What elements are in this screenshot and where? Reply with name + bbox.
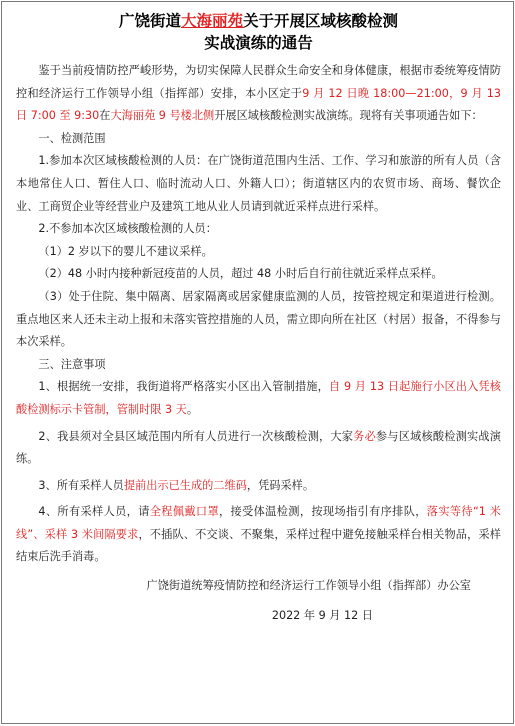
s2-item-1-red: 自 9 月 13 日起施行小区出入凭核酸检测标示卡管制，管制时限 3 天 <box>16 380 501 416</box>
intro-paragraph <box>16 60 501 128</box>
s2-item-4-text-3: ，不插队、不交谈、不聚集，采样过程中避免接触采样台相关物品，采样结束后洗手消毒。 <box>16 527 501 564</box>
s2-item-1 <box>16 376 501 421</box>
s2-item-3-end: ，凭码采样。 <box>246 478 315 492</box>
section1-heading: 一、检测范围 <box>38 131 106 145</box>
s2-item-4-red-2: 落实等待“1 米线”、采样 3 米间隔要求 <box>16 505 501 541</box>
s2-item-3-text: 3、所有采样人员 <box>38 478 124 492</box>
s1-item-1: （1）2 岁以下的婴儿不建议采样。 <box>38 244 213 258</box>
s1-item-2: （2）48 小时内接种新冠疫苗的人员，超过 48 小时后自行前往就近采样点采样。 <box>38 267 443 281</box>
notice-title-line2: 实战演练的通告 <box>204 34 313 52</box>
intro-location: 大海丽苑 9 号楼北侧 <box>110 109 215 123</box>
issue-date: 2022 年 9 月 12 日 <box>271 609 373 623</box>
intro-time-range: 9 月 12 日晚 18:00—21:00，9 月 13 日 7:00 至 9:30 <box>16 86 501 123</box>
intro-text-3: 开展区域核酸检测实战演练。现将有关事项通告如下： <box>214 109 483 123</box>
title-prefix: 广饶街道 <box>118 12 181 30</box>
s2-item-4-text-1: 4、所有采样人员，请 <box>38 505 150 519</box>
intro-text-1: 鉴于当前疫情防控严峻形势，为切实保障人民群众生命安全和身体健康，根据市委统筹疫情防控和经济运行工作领导小组（指挥部）安排，本小区定于 <box>16 64 501 100</box>
title-suffix: 关于开展区域核酸检测 <box>243 12 399 30</box>
s1-paragraph-2: 2.不参加本次区域核酸检测的人员： <box>38 222 217 236</box>
intro-text-2: 在 <box>99 109 111 123</box>
section2-heading: 三、注意事项 <box>38 357 106 371</box>
s2-item-3-red: 提前出示已生成的二维码 <box>123 478 247 492</box>
s2-item-2 <box>16 426 501 471</box>
s2-item-1-text: 1、根据统一安排，我街道将严格落实小区出入管制措施， <box>38 380 329 394</box>
s1-item-3: （3）处于住院、集中隔离、居家隔离或居家健康监测的人员，按管控规定和渠道进行检测。重点地区来人还未主动上报和未落实管控措施的人员，需立即向所在社区（村居）报备，不得参与本次采样。 <box>16 289 501 349</box>
s2-item-4-text-2: ，接受体温检测，按现场指引有序排队， <box>219 505 427 519</box>
s2-item-2-text: 2、我县须对全县区域范围内所有人员进行一次核酸检测，大家 <box>38 429 354 443</box>
s2-item-2-red: 务必 <box>353 429 376 443</box>
s2-item-2-end: 参与区域核酸检测实战演练。 <box>16 429 501 466</box>
s2-item-1-end: 。 <box>186 402 199 416</box>
s2-item-3 <box>16 475 501 498</box>
issuer-signature: 广饶街道统筹疫情防控和经济运行工作领导小组（指挥部）办公室 <box>146 579 471 593</box>
s1-paragraph-1: 1.参加本次区域核酸检测的人员：在广饶街道范围内生活、工作、学习和旅游的所有人员（含本地常住人口、暂住人口、临时流动人口、外籍人口）；街道辖区内的农贸市场、商场、餐饮企业、工商贸企业等经营业户及建筑工地从业人员请到就近采样点进行采样。 <box>16 154 501 213</box>
notice-document <box>1 1 514 724</box>
notice-title-line1 <box>16 10 501 32</box>
title-community-name: 大海丽苑 <box>180 12 243 30</box>
s2-item-4 <box>16 501 501 569</box>
s2-item-4-red-1: 全程佩戴口罩 <box>149 505 220 519</box>
